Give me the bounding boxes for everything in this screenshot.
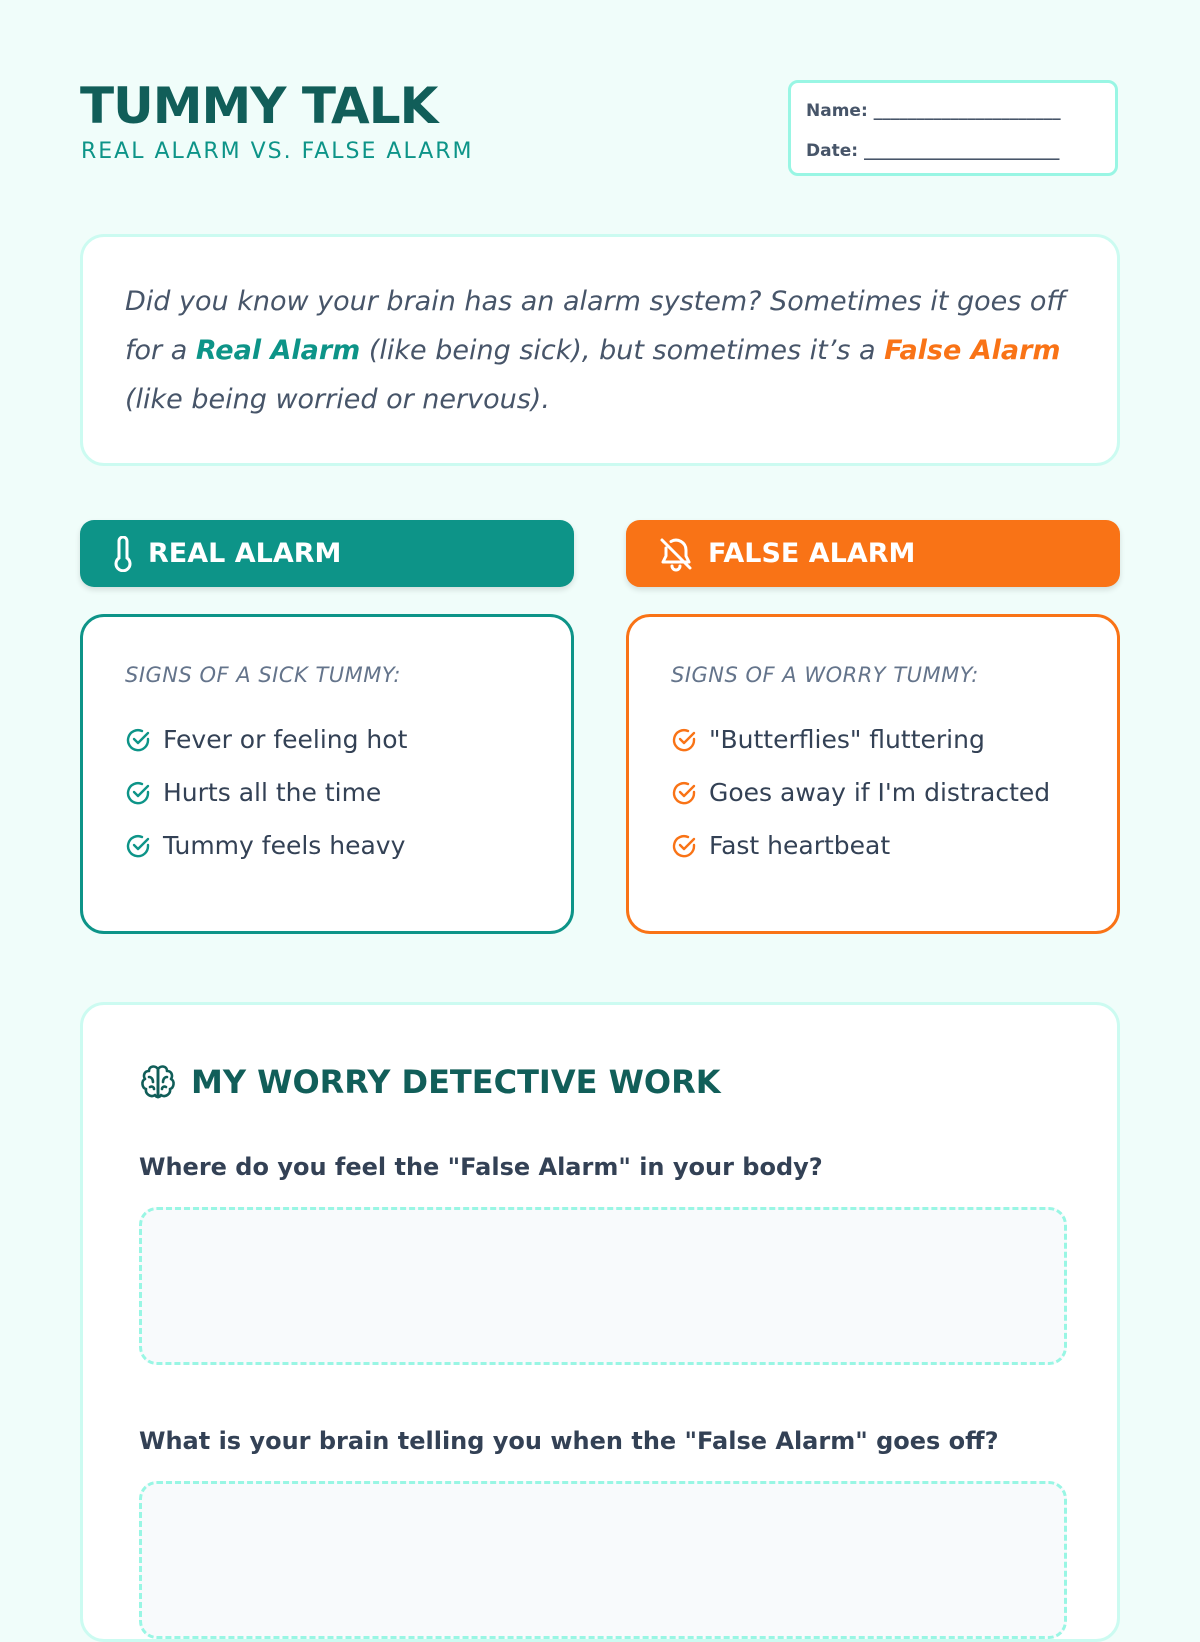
list-item-text: Fever or feeling hot	[163, 725, 408, 754]
page-subtitle: REAL ALARM VS. FALSE ALARM	[81, 139, 474, 164]
answer-box-2[interactable]	[139, 1481, 1067, 1639]
check-circle-icon	[671, 780, 697, 806]
list-item-text: Fast heartbeat	[709, 831, 891, 860]
check-circle-icon	[125, 727, 151, 753]
list-item-text: Hurts all the time	[163, 778, 382, 807]
intro-text-1: Did you know your brain has an alarm system? Sometimes it goes off for a	[125, 286, 1066, 366]
intro-box	[80, 234, 1120, 466]
check-circle-icon	[125, 780, 151, 806]
real-alarm-heading: REAL ALARM	[148, 538, 342, 569]
brain-icon	[139, 1063, 177, 1101]
list-item	[125, 766, 571, 819]
question-1: Where do you feel the "False Alarm" in your body?	[139, 1153, 823, 1181]
false-alarm-list	[671, 713, 1117, 872]
list-item-text: "Butterflies" fluttering	[709, 725, 985, 754]
page-title: TUMMY TALK	[80, 77, 438, 135]
list-item	[125, 819, 571, 872]
detective-title-text: MY WORRY DETECTIVE WORK	[191, 1063, 721, 1101]
list-item	[671, 819, 1117, 872]
check-circle-icon	[671, 727, 697, 753]
list-item	[671, 713, 1117, 766]
list-item	[671, 766, 1117, 819]
detective-title	[139, 1063, 721, 1101]
check-circle-icon	[671, 833, 697, 859]
real-alarm-label: SIGNS OF A SICK TUMMY:	[125, 663, 401, 687]
intro-real-alarm-term: Real Alarm	[195, 335, 361, 366]
list-item-text: Goes away if I'm distracted	[709, 778, 1051, 807]
false-alarm-label: SIGNS OF A WORRY TUMMY:	[671, 663, 979, 687]
detective-work-section	[80, 1002, 1120, 1642]
intro-text-2: (like being sick), but sometimes it’s a	[360, 335, 885, 366]
intro-text-3: (like being worried or nervous).	[125, 384, 550, 415]
real-alarm-card	[80, 614, 574, 934]
check-circle-icon	[125, 833, 151, 859]
name-field[interactable]: Name: ______________________	[806, 101, 1061, 121]
real-alarm-list	[125, 713, 571, 872]
false-alarm-card	[626, 614, 1120, 934]
list-item	[125, 713, 571, 766]
answer-box-1[interactable]	[139, 1207, 1067, 1365]
false-alarm-heading: FALSE ALARM	[708, 538, 916, 569]
intro-false-alarm-term: False Alarm	[884, 335, 1061, 366]
list-item-text: Tummy feels heavy	[163, 831, 406, 860]
bell-off-icon	[658, 536, 694, 572]
question-2: What is your brain telling you when the "False Alarm" goes off?	[139, 1427, 999, 1455]
thermometer-icon	[112, 536, 134, 572]
false-alarm-header	[626, 520, 1120, 587]
real-alarm-header	[80, 520, 574, 587]
date-field[interactable]: Date: _______________________	[806, 141, 1060, 161]
name-date-box	[788, 80, 1118, 176]
